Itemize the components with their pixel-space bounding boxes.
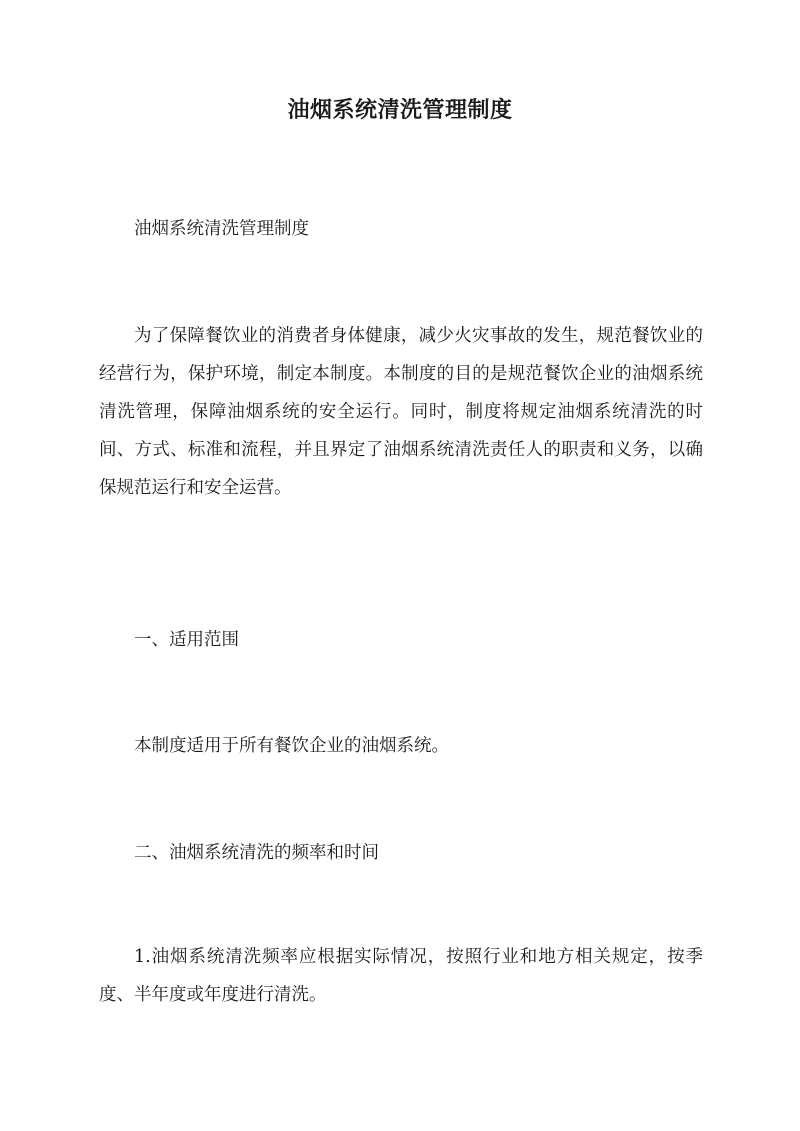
intro-paragraph: 为了保障餐饮业的消费者身体健康，减少火灾事故的发生，规范餐饮业的经营行为，保护环境，制定本制度。本制度的目的是规范餐饮企业的油烟系统清洗管理，保障油烟系统的安全运行。同时，制度将规定油烟系统清洗的时间、方式、标准和流程，并且界定了油烟系统清洗责任人的职责和义务，以确保规范运行和安全运营。 [99,326,703,498]
section-2-heading: 二、油烟系统清洗的频率和时间 [134,843,379,863]
section-1-heading: 一、适用范围 [134,630,239,650]
section-2-item-1: 1.油烟系统清洗频率应根据实际情况，按照行业和地方相关规定，按季度、半年度或年度进行清洗。 [99,947,703,1005]
section-1-body: 本制度适用于所有餐饮企业的油烟系统。 [134,736,449,756]
document-title: 油烟系统清洗管理制度 [287,97,513,123]
document-subtitle: 油烟系统清洗管理制度 [134,219,309,239]
